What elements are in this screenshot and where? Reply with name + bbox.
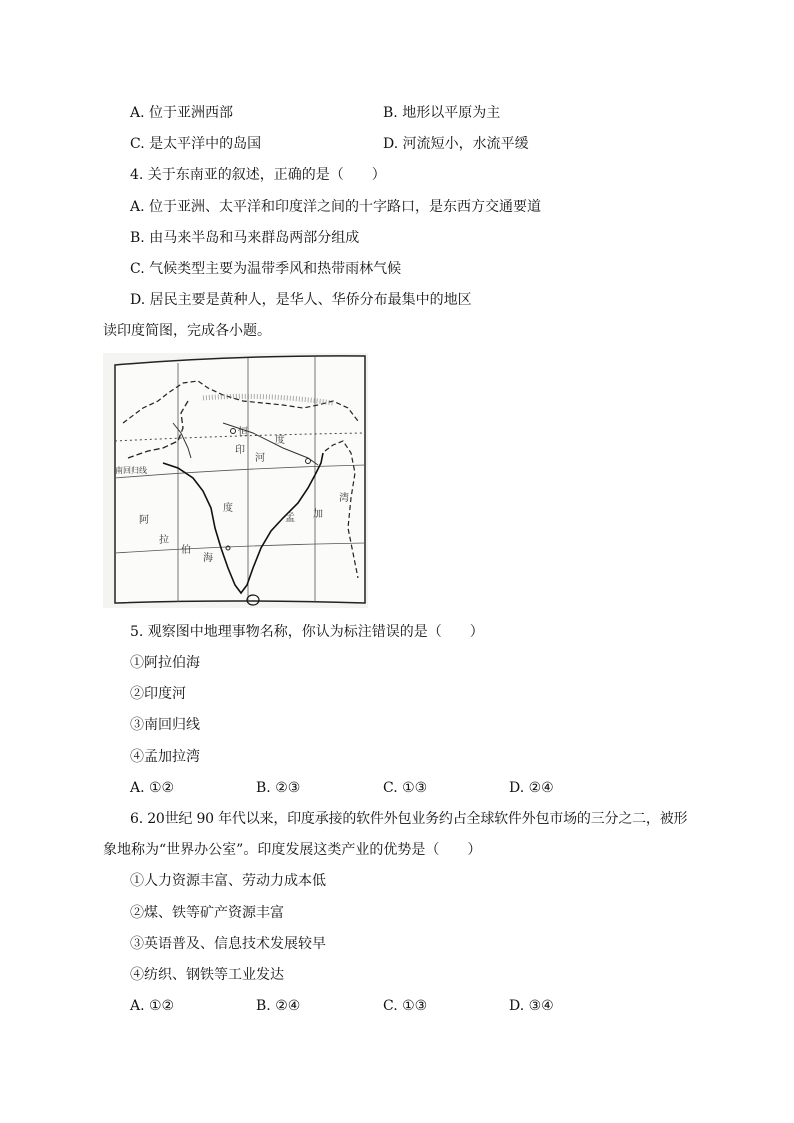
q5-item-2: ②印度河 — [130, 686, 186, 702]
india-map — [103, 353, 368, 608]
label-tropic: 南回归线 — [115, 466, 147, 475]
q3-option-a: A. 位于亚洲西部 — [130, 105, 234, 121]
q3-option-d: D. 河流短小，水流平缓 — [383, 136, 529, 152]
q5-option-b: B. ②③ — [256, 780, 301, 796]
q5-item-1: ①阿拉伯海 — [130, 655, 200, 671]
q4-option-b: B. 由马来半岛和马来群岛两部分组成 — [130, 230, 360, 246]
q5-item-3: ③南回归线 — [130, 717, 200, 733]
q3-option-b: B. 地形以平原为主 — [383, 105, 501, 121]
q5-option-c: C. ①③ — [383, 780, 428, 796]
q5-stem: 5. 观察图中地理事物名称，你认为标注错误的是（ ） — [130, 624, 484, 640]
q6-option-c: C. ①③ — [383, 998, 428, 1014]
map-frame — [115, 356, 365, 603]
q6-option-a: A. ①② — [130, 998, 175, 1014]
label-bo: 伯 — [181, 545, 191, 556]
q6-option-d: D. ③④ — [509, 998, 554, 1014]
label-he: 河 — [255, 453, 265, 464]
q5-item-4: ④孟加拉湾 — [130, 749, 200, 765]
q6-item-2: ②煤、铁等矿产资源丰富 — [130, 905, 284, 921]
q6-item-4: ④纺织、钢铁等工业发达 — [130, 967, 284, 983]
q5-option-a: A. ①② — [130, 780, 175, 796]
label-meng: 孟 — [285, 513, 295, 524]
label-la: 拉 — [159, 535, 169, 546]
label-heng: 恒 — [238, 427, 248, 438]
q6-item-1: ①人力资源丰富、劳动力成本低 — [130, 873, 326, 889]
q6-option-b: B. ②④ — [256, 998, 301, 1014]
q4-option-c: C. 气候类型主要为温带季风和热带雨林气候 — [130, 261, 402, 277]
q4-stem: 4. 关于东南亚的叙述，正确的是（ ） — [130, 167, 386, 183]
label-du2: 度 — [223, 503, 233, 514]
q4-option-d: D. 居民主要是黄种人，是华人、华侨分布最集中的地区 — [130, 292, 472, 308]
map-intro: 读印度简图，完成各小题。 — [103, 323, 271, 339]
q6-stem-line2: 象地称为“世界办公室”。印度发展这类产业的优势是（ ） — [103, 842, 482, 858]
q6-stem-line1: 6. 20世纪 90 年代以来，印度承接的软件外包业务约占全球软件外包市场的三分之二，被形 — [130, 811, 688, 827]
label-jia: 加 — [313, 509, 323, 520]
q6-item-3: ③英语普及、信息技术发展较早 — [130, 936, 326, 952]
india-map-svg — [103, 353, 368, 608]
label-yin: 印 — [235, 445, 245, 456]
label-wan: 湾 — [339, 493, 349, 504]
label-a: 阿 — [139, 515, 149, 526]
label-du: 度 — [275, 435, 285, 446]
q3-option-c: C. 是太平洋中的岛国 — [130, 136, 262, 152]
q5-option-d: D. ②④ — [509, 780, 554, 796]
label-hai: 海 — [203, 553, 213, 564]
q4-option-a: A. 位于亚洲、太平洋和印度洋之间的十字路口，是东西方交通要道 — [130, 199, 542, 215]
